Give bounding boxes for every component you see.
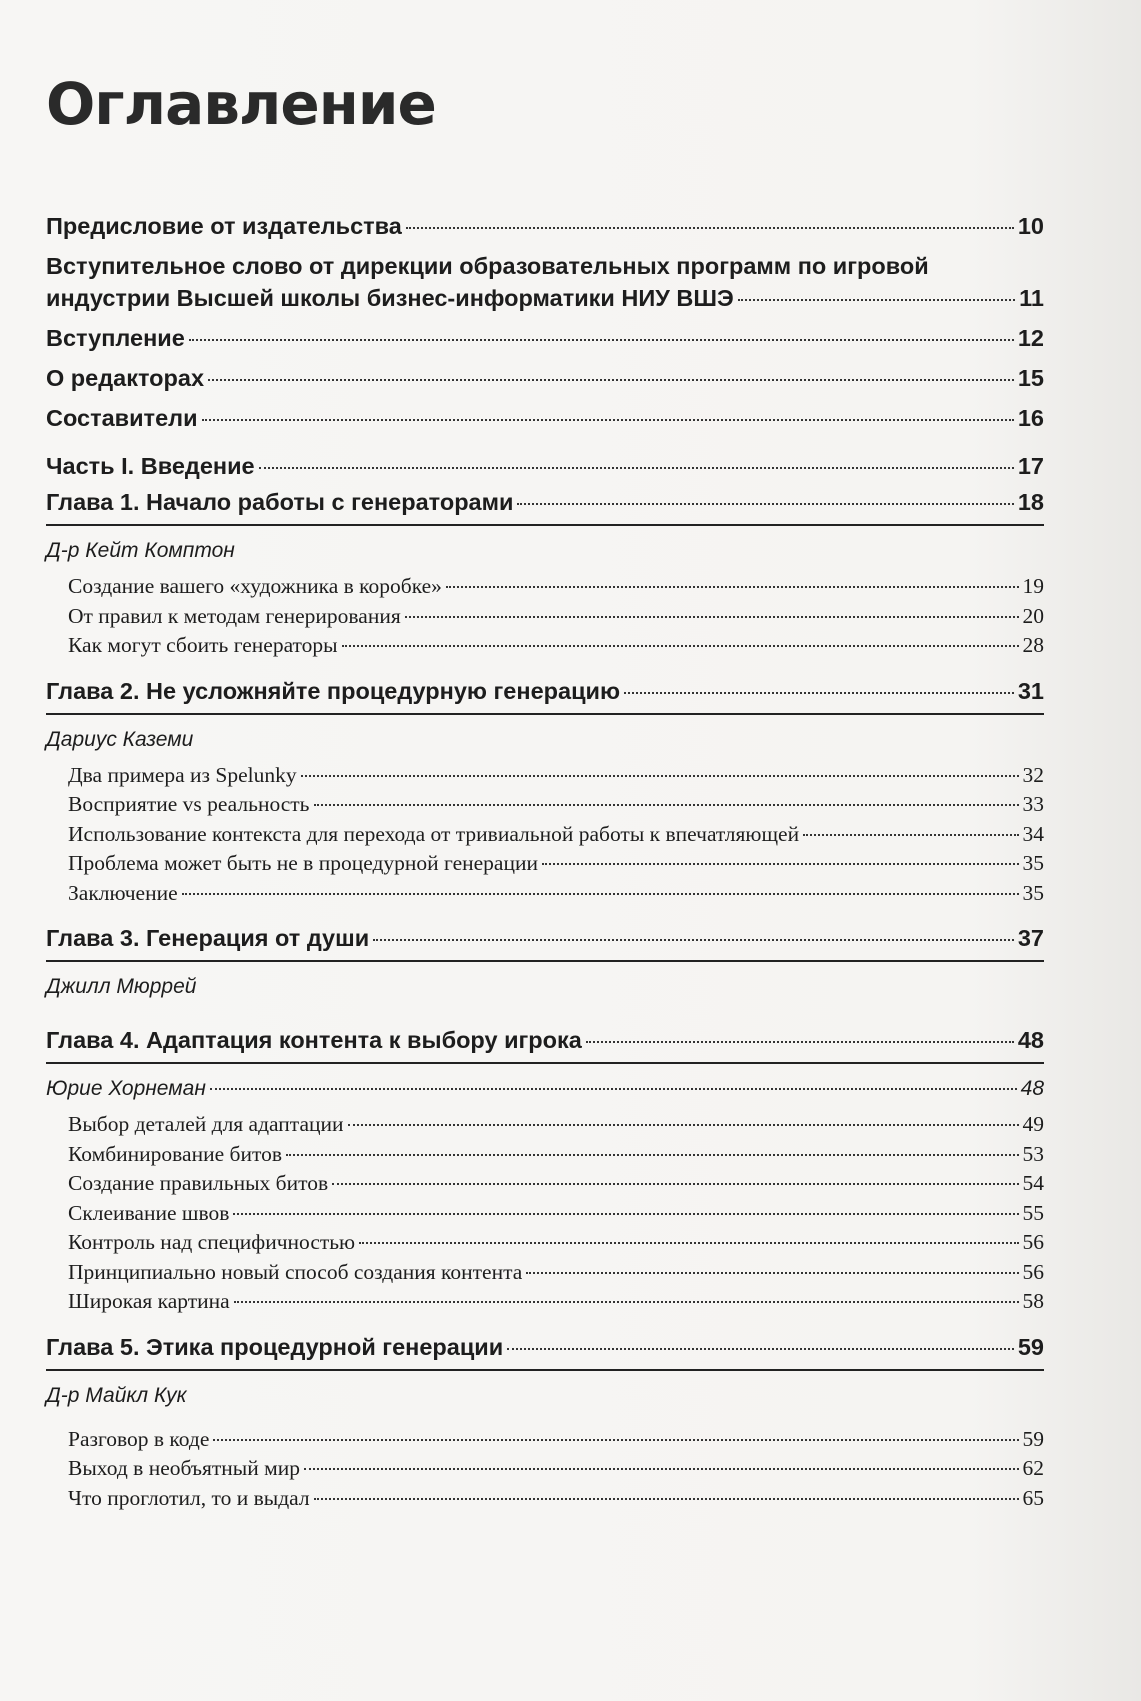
toc-section [46,602,1044,632]
toc-section [46,1454,1044,1484]
dot-leader [259,467,1014,469]
dot-leader [542,863,1019,865]
dot-leader [213,1439,1018,1441]
section-title: Контроль над специфичностью [68,1230,356,1254]
entry-title-line: Вступительное слово от дирекции образовательных программ по игровой [46,253,929,279]
dot-leader [507,1348,1014,1350]
entry-title: Предисловие от издательства [46,213,402,239]
section-title: Восприятие vs реальность [68,792,310,816]
dot-leader [405,616,1019,618]
toc-section [46,572,1044,602]
section-title: Создание вашего «художника в коробке» [68,574,442,598]
chapter-title: Глава 4. Адаптация контента к выбору игрока [46,1027,582,1053]
page-number: 56 [1022,1259,1044,1284]
chapter-author: Д-р Кейт Комптон [46,539,235,562]
dot-leader [301,775,1019,777]
page-number: 18 [1017,489,1044,515]
page-number: 59 [1022,1426,1044,1451]
section-title: Что проглотил, то и выдал [68,1485,310,1510]
dot-leader [233,1213,1018,1215]
page-number: 12 [1017,325,1044,351]
page-title: Оглавление [46,70,436,138]
page-number: 31 [1017,677,1044,704]
toc-entry [46,402,1044,434]
section-title: Проблема может быть не в процедурной генерации [68,851,538,875]
toc-chapter [46,922,1044,962]
page-number: 33 [1022,792,1044,816]
dot-leader [373,939,1014,941]
page-number: 20 [1022,603,1044,628]
dot-leader [189,339,1014,341]
toc-section [46,1169,1044,1199]
toc-section [46,1199,1044,1229]
chapter-title: Глава 5. Этика процедурной генерации [46,1333,504,1360]
chapter-title: Глава 3. Генерация от души [46,925,370,951]
dot-leader [202,419,1014,421]
toc-entry [46,322,1044,354]
dot-leader [348,1124,1019,1126]
toc-chapter [46,1331,1044,1371]
page-number: 19 [1022,574,1044,598]
chapter-author: Джилл Мюррей [46,975,197,998]
page-number: 58 [1022,1289,1044,1313]
dot-leader [803,834,1018,836]
dot-leader [517,503,1013,505]
page-number: 16 [1017,405,1044,431]
page-number: 11 [1019,285,1044,311]
page-number: 10 [1017,213,1044,239]
dot-leader [526,1272,1018,1274]
page-number: 62 [1022,1456,1044,1480]
section-title: Выбор деталей для адаптации [68,1112,344,1136]
page-number: 49 [1022,1112,1044,1136]
toc-chapter [46,675,1044,715]
toc-part [46,450,1044,482]
page-number: 34 [1022,821,1044,846]
toc-section [46,1287,1044,1317]
dot-leader [314,804,1019,806]
chapter-author: Д-р Майкл Кук [46,1383,187,1407]
entry-title: О редакторах [46,365,205,391]
toc-entry [46,210,1044,242]
toc-section [46,761,1044,791]
section-title: Широкая картина [68,1289,230,1313]
chapter-author-entry [46,1074,1044,1104]
chapter-author: Дариус Каземи [46,727,194,751]
toc-section [46,1258,1044,1288]
page-number: 17 [1017,453,1044,479]
toc-entry [46,250,1044,314]
toc-section [46,1140,1044,1170]
section-title: Два примера из Spelunky [68,762,297,787]
table-of-contents [46,60,1044,1513]
toc-section [46,1425,1044,1455]
section-title: Заключение [68,880,178,905]
dot-leader [332,1183,1018,1185]
section-title: Комбинирование битов [68,1141,282,1166]
chapter-title: Глава 2. Не усложняйте процедурную генерацию [46,677,621,704]
dot-leader [446,586,1019,588]
entry-title-line: индустрии Высшей школы бизнес-информатики НИУ ВШЭ [46,285,734,311]
page-number: 15 [1017,365,1044,391]
page-number: 55 [1022,1200,1044,1225]
dot-leader [624,692,1014,694]
toc-section [46,1110,1044,1140]
dot-leader [286,1154,1019,1156]
page-number: 59 [1017,1333,1044,1360]
dot-leader [586,1041,1014,1043]
page-number: 28 [1022,633,1044,657]
section-title: От правил к методам генерирования [68,603,401,628]
page-number: 54 [1022,1171,1044,1195]
entry-title: Вступление [46,325,185,351]
section-title: Выход в необъятный мир [68,1456,300,1480]
dot-leader [738,299,1015,301]
chapter-author: Юрие Хорнеман [46,1077,206,1100]
dot-leader [234,1301,1019,1303]
page-number: 48 [1020,1077,1044,1100]
section-title: Создание правильных битов [68,1171,329,1195]
dot-leader [208,379,1014,381]
dot-leader [342,645,1019,647]
page-number: 65 [1022,1485,1044,1510]
page-number: 32 [1022,762,1044,787]
page-number: 53 [1022,1141,1044,1166]
page-number: 37 [1017,925,1044,951]
toc-section [46,849,1044,879]
dot-leader [314,1498,1019,1500]
toc-section [46,631,1044,661]
section-title: Склеивание швов [68,1200,230,1225]
dot-leader [406,227,1014,229]
dot-leader [359,1242,1018,1244]
toc-entry [46,362,1044,394]
chapter-title: Глава 1. Начало работы с генераторами [46,489,514,515]
dot-leader [182,893,1019,895]
part-title: Часть I. Введение [46,453,255,479]
toc-section [46,820,1044,850]
toc-section [46,1484,1044,1514]
dot-leader [304,1468,1019,1470]
section-title: Принципиально новый способ создания контента [68,1259,523,1284]
page-number: 56 [1022,1230,1044,1254]
toc-chapter [46,486,1044,526]
section-title: Использование контекста для перехода от тривиальной работы к впечатляющей [68,821,800,846]
section-title: Как могут сбоить генераторы [68,633,338,657]
toc-section [46,879,1044,909]
entry-title: Составители [46,405,198,431]
toc-section [46,790,1044,820]
page-number: 35 [1022,851,1044,875]
toc-section [46,1228,1044,1258]
toc-chapter [46,1024,1044,1064]
page-number: 35 [1022,880,1044,905]
dot-leader [210,1088,1017,1090]
page-number: 48 [1017,1027,1044,1053]
section-title: Разговор в коде [68,1426,210,1451]
